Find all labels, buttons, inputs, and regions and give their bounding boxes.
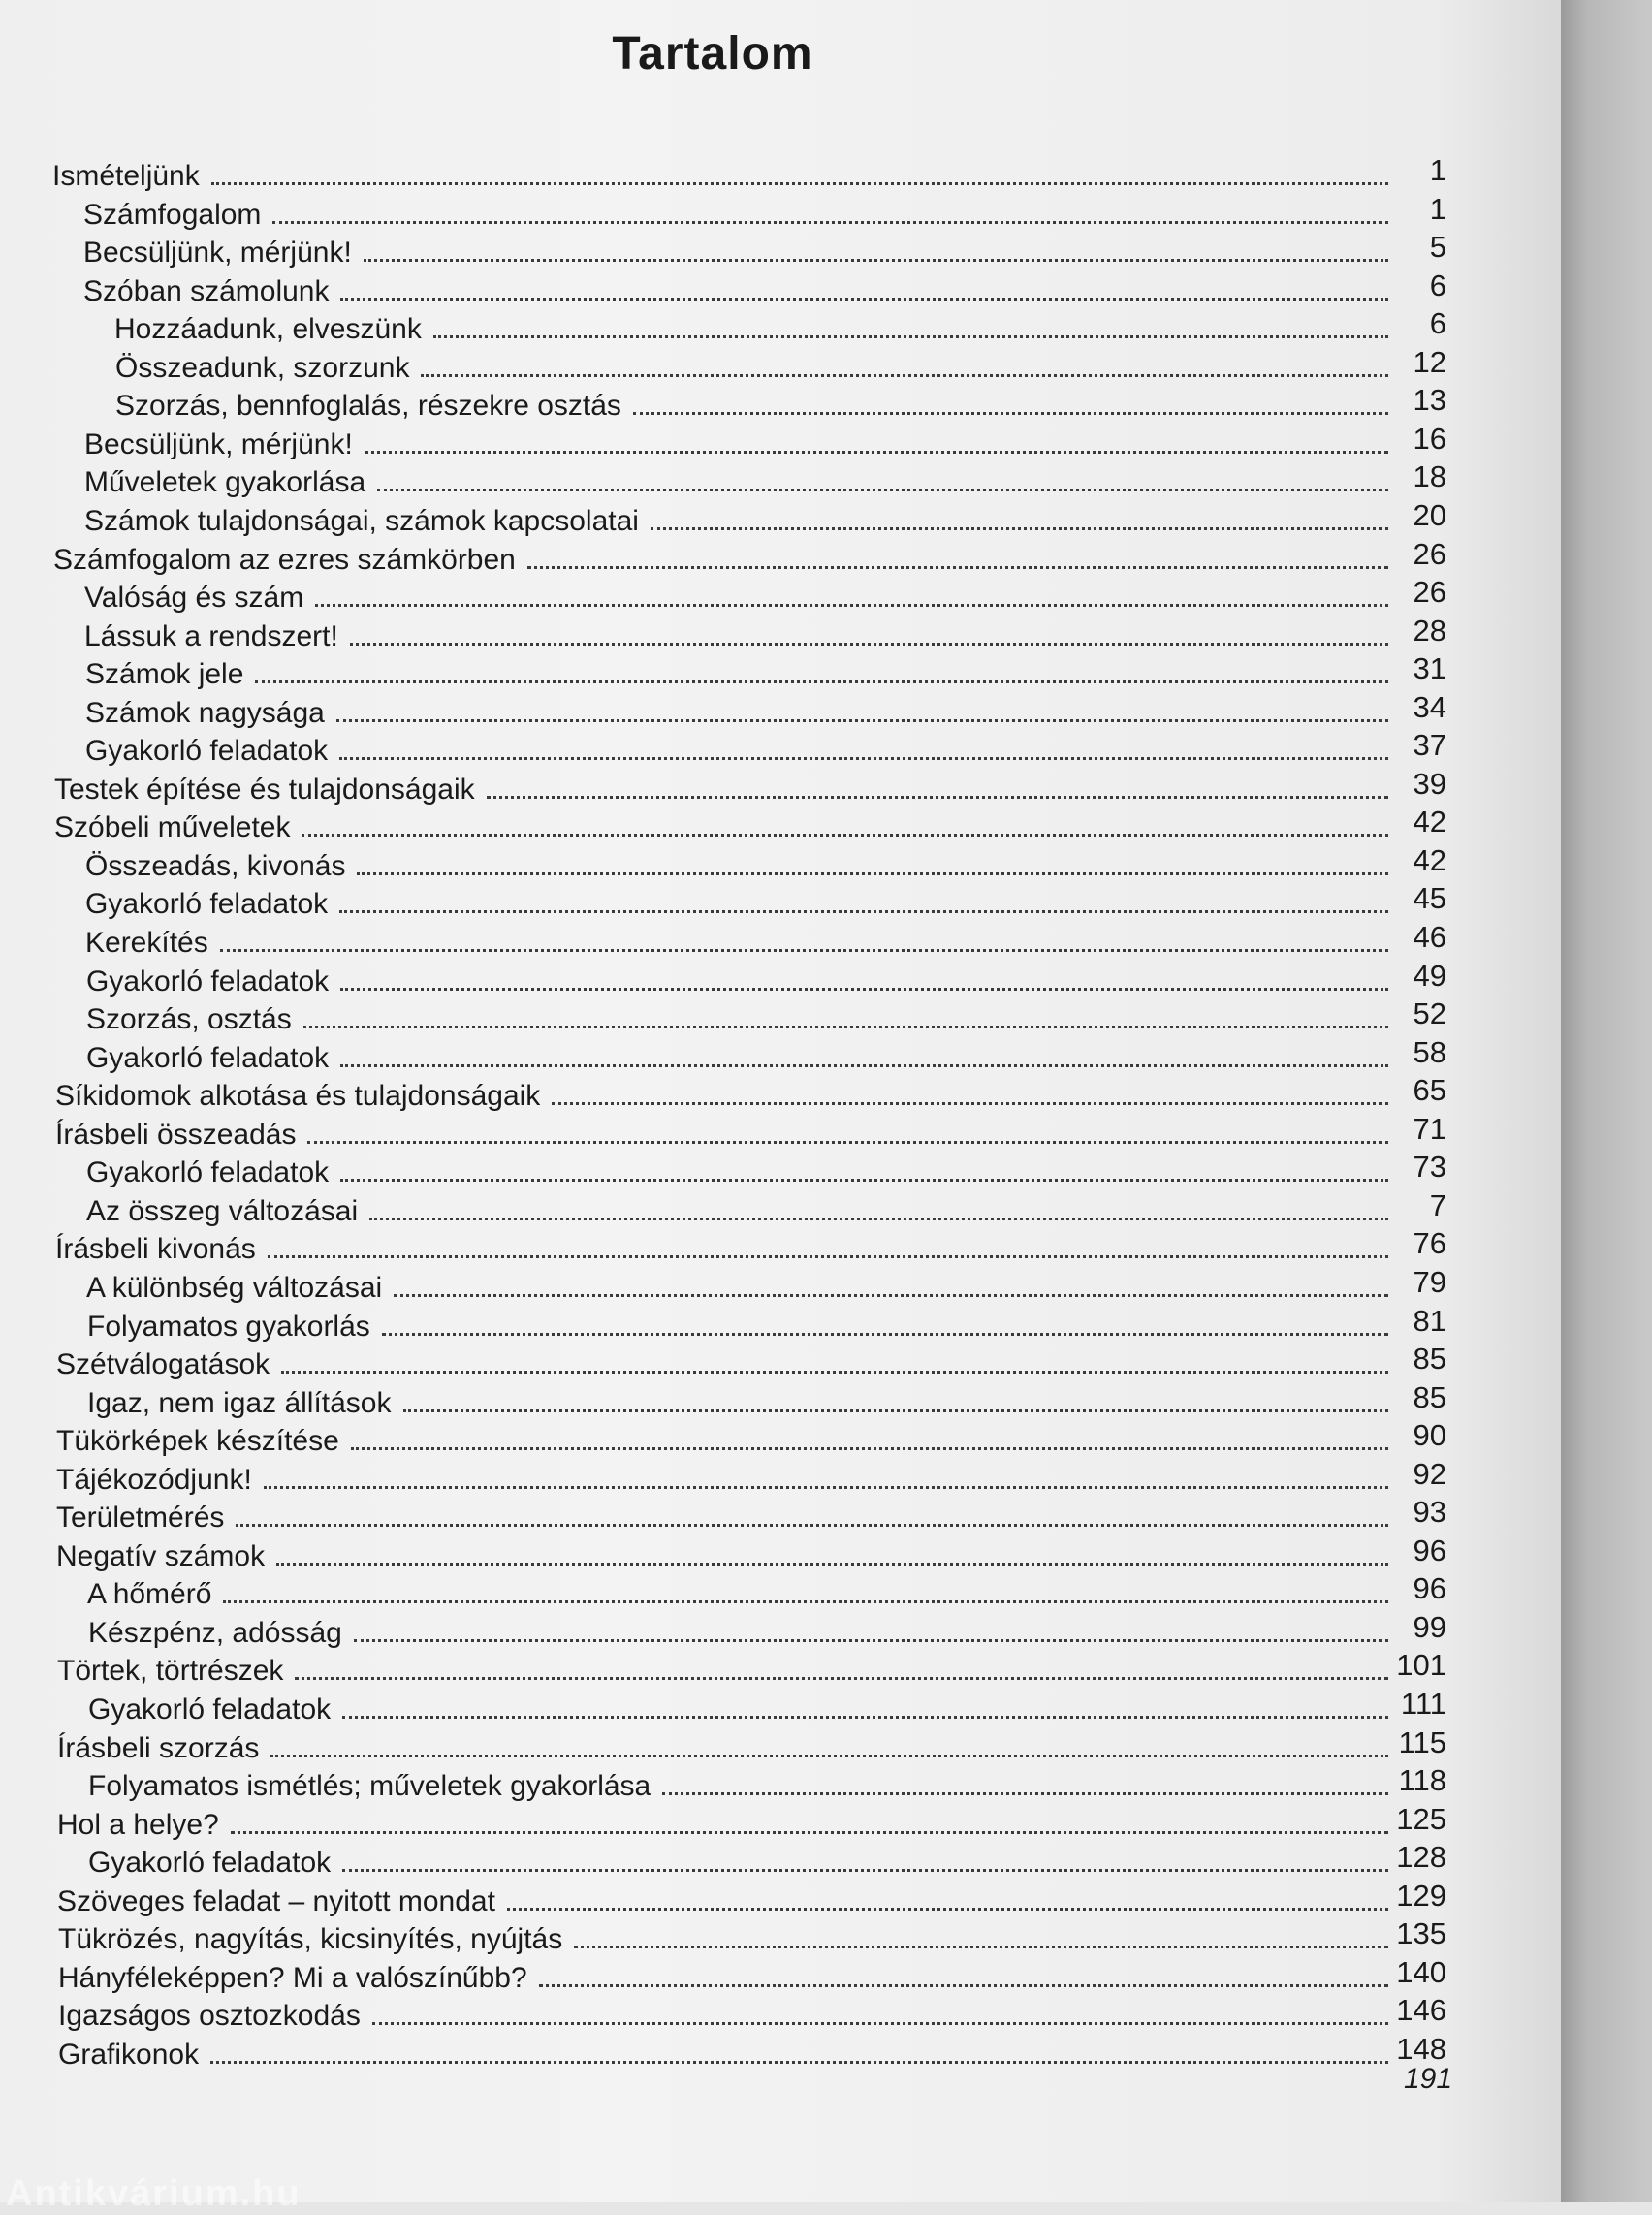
toc-entry-label: Műveletek gyakorlása xyxy=(84,466,366,498)
toc-entry xyxy=(85,728,1446,770)
toc-entry xyxy=(55,1073,1446,1115)
toc-entry xyxy=(87,1304,1446,1345)
toc-entry xyxy=(85,690,1446,732)
toc-entry-label: Kerekítés xyxy=(85,927,208,959)
toc-entry-label: Hozzáadunk, elveszünk xyxy=(114,313,422,345)
dot-leader xyxy=(339,757,1388,760)
dot-leader xyxy=(336,719,1388,722)
dot-leader xyxy=(651,527,1388,530)
toc-entry-page: 71 xyxy=(1413,1112,1446,1146)
toc-entry xyxy=(88,1763,1446,1805)
toc-entry-label: Szorzás, bennfoglalás, részekre osztás xyxy=(115,390,621,422)
page-edge xyxy=(1561,0,1652,2202)
toc-entry-label: Hol a helye? xyxy=(57,1809,219,1841)
dot-leader xyxy=(633,412,1388,415)
toc-entry xyxy=(87,1380,1446,1422)
toc-entry-page: 90 xyxy=(1413,1418,1446,1452)
toc-entry-label: Írásbeli szorzás xyxy=(57,1732,260,1764)
toc-entry-label: Síkidomok alkotása és tulajdonságaik xyxy=(55,1080,541,1112)
toc-entry xyxy=(57,1648,1446,1690)
toc-entry-label: Számok jele xyxy=(85,658,244,690)
toc-entry-label: Tájékozódjunk! xyxy=(56,1464,252,1496)
toc-entry-page: 46 xyxy=(1413,920,1446,954)
toc-entry-label: Az összeg változásai xyxy=(86,1195,359,1227)
toc-entry xyxy=(85,920,1446,962)
toc-entry xyxy=(114,306,1446,348)
dot-leader xyxy=(527,566,1388,569)
dot-leader xyxy=(357,872,1388,875)
toc-entry-page: 28 xyxy=(1413,614,1446,648)
dot-leader xyxy=(340,298,1388,301)
toc-entry-page: 128 xyxy=(1396,1840,1446,1874)
toc-entry xyxy=(86,1035,1446,1077)
toc-entry-page: 16 xyxy=(1413,422,1446,456)
dot-leader xyxy=(403,1409,1389,1412)
toc-entry xyxy=(84,575,1446,617)
toc-entry-page: 1 xyxy=(1429,153,1446,187)
dot-leader xyxy=(295,1677,1388,1680)
toc-entry-label: Írásbeli összeadás xyxy=(55,1119,297,1151)
toc-entry xyxy=(56,1342,1446,1383)
toc-entry xyxy=(88,1610,1446,1652)
toc-entry xyxy=(56,1418,1446,1460)
dot-leader xyxy=(377,489,1388,491)
toc-entry-label: Írásbeli kivonás xyxy=(55,1233,256,1265)
toc-entry-label: Számfogalom xyxy=(83,199,262,231)
toc-entry-label: Gyakorló feladatok xyxy=(85,888,329,920)
toc-entry-page: 140 xyxy=(1396,1955,1446,1989)
toc-entry xyxy=(83,192,1446,234)
toc-entry-label: Valóság és szám xyxy=(84,582,304,614)
toc-entry-page: 73 xyxy=(1413,1150,1446,1184)
toc-entry-page: 37 xyxy=(1413,728,1446,762)
toc-entry xyxy=(88,1840,1446,1882)
dot-leader xyxy=(272,221,1388,224)
toc-entry xyxy=(54,805,1446,846)
toc-entry xyxy=(55,1226,1446,1268)
toc-entry-page: 101 xyxy=(1396,1648,1446,1682)
toc-entry xyxy=(115,383,1446,425)
toc-entry-page: 85 xyxy=(1413,1380,1446,1414)
dot-leader xyxy=(350,643,1388,646)
toc-entry-label: Szorzás, osztás xyxy=(86,1003,292,1035)
toc-entry-page: 65 xyxy=(1413,1073,1446,1107)
dot-leader xyxy=(574,1946,1388,1948)
toc-entry-label: Folyamatos gyakorlás xyxy=(87,1311,370,1343)
dot-leader xyxy=(303,1026,1388,1028)
toc-entry-page: 148 xyxy=(1396,2032,1446,2066)
toc-entry xyxy=(83,269,1446,310)
dot-leader xyxy=(211,182,1388,185)
toc-entry-page: 111 xyxy=(1400,1687,1446,1721)
dot-leader xyxy=(339,910,1388,913)
dot-leader xyxy=(276,1563,1388,1566)
toc-entry-label: Szóban számolunk xyxy=(83,275,330,307)
toc-entry-label: A hőmérő xyxy=(87,1578,212,1610)
toc-entry-page: 6 xyxy=(1429,306,1446,340)
toc-entry-label: Lássuk a rendszert! xyxy=(84,620,338,652)
toc-entry-page: 1 xyxy=(1429,192,1446,226)
toc-entry xyxy=(86,997,1446,1038)
dot-leader xyxy=(270,1755,1388,1757)
toc-entry-page: 26 xyxy=(1413,537,1446,571)
dot-leader xyxy=(372,2022,1388,2025)
dot-leader xyxy=(302,834,1388,837)
toc-entry xyxy=(58,2032,1446,2073)
toc-entry xyxy=(83,230,1446,271)
dot-leader xyxy=(365,451,1388,454)
toc-entry-label: Ismételjünk xyxy=(52,160,200,192)
toc-entry-page: 45 xyxy=(1413,881,1446,915)
toc-entry xyxy=(58,1955,1446,1997)
toc-entry-label: Grafikonok xyxy=(58,2039,200,2071)
toc-entry xyxy=(56,1534,1446,1575)
toc-entry-label: Gyakorló feladatok xyxy=(86,965,330,997)
dot-leader xyxy=(342,1716,1388,1719)
toc-entry-label: Hányféleképpen? Mi a valószínűbb? xyxy=(58,1962,527,1994)
toc-entry xyxy=(115,345,1446,387)
dot-leader xyxy=(342,1869,1388,1872)
dot-leader xyxy=(487,796,1388,799)
dot-leader xyxy=(236,1524,1388,1527)
toc-entry xyxy=(84,498,1446,540)
toc-entry-page: 96 xyxy=(1413,1534,1446,1567)
toc-entry-label: Folyamatos ismétlés; műveletek gyakorlása xyxy=(88,1770,651,1802)
toc-entry-label: Gyakorló feladatok xyxy=(85,735,329,767)
dot-leader xyxy=(552,1102,1388,1105)
toc-entry xyxy=(84,422,1446,463)
toc-entry-label: Igaz, nem igaz állítások xyxy=(87,1387,392,1419)
toc-entry xyxy=(86,959,1446,1000)
toc-entry xyxy=(57,1725,1446,1767)
toc-entry-page: 85 xyxy=(1413,1342,1446,1376)
toc-entry-page: 81 xyxy=(1413,1304,1446,1338)
dot-leader xyxy=(340,988,1388,991)
toc-entry xyxy=(58,1993,1446,2035)
toc-entry xyxy=(87,1571,1446,1613)
dot-leader xyxy=(340,1179,1388,1182)
page-number: 191 xyxy=(1404,2063,1453,2095)
dot-leader xyxy=(268,1255,1388,1258)
dot-leader xyxy=(307,1141,1388,1144)
dot-leader xyxy=(264,1486,1388,1489)
dot-leader xyxy=(507,1908,1388,1911)
toc-entry-page: 7 xyxy=(1429,1188,1446,1222)
dot-leader xyxy=(223,1600,1388,1603)
toc-entry-label: Szöveges feladat – nyitott mondat xyxy=(57,1885,495,1917)
toc-entry-label: Gyakorló feladatok xyxy=(86,1042,330,1074)
toc-entry xyxy=(56,1495,1446,1536)
toc-entry-label: Összeadás, kivonás xyxy=(85,850,346,882)
dot-leader xyxy=(539,1984,1388,1987)
toc-entry-label: Gyakorló feladatok xyxy=(88,1847,332,1879)
toc-entry-page: 39 xyxy=(1413,767,1446,801)
toc-entry xyxy=(84,459,1446,501)
toc-entry-page: 42 xyxy=(1413,805,1446,839)
toc-entry xyxy=(53,537,1446,579)
dot-leader xyxy=(394,1294,1388,1297)
toc-entry-label: Számok tulajdonságai, számok kapcsolatai xyxy=(84,505,639,537)
toc-entry-label: Testek építése és tulajdonságaik xyxy=(54,774,475,806)
dot-leader xyxy=(281,1371,1388,1374)
dot-leader xyxy=(364,259,1388,262)
toc-entry-label: Becsüljünk, mérjünk! xyxy=(83,237,352,269)
dot-leader xyxy=(421,374,1388,377)
toc-entry xyxy=(54,767,1446,808)
dot-leader xyxy=(351,1447,1388,1450)
dot-leader xyxy=(354,1639,1388,1642)
toc-entry-page: 125 xyxy=(1396,1802,1446,1836)
dot-leader xyxy=(382,1333,1388,1336)
toc-entry xyxy=(84,614,1446,655)
toc-entry-label: A különbség változásai xyxy=(86,1272,383,1304)
toc-entry-label: Szóbeli műveletek xyxy=(54,811,291,843)
toc-entry-page: 52 xyxy=(1413,997,1446,1030)
toc-entry xyxy=(58,1916,1446,1958)
toc-entry-label: Gyakorló feladatok xyxy=(86,1156,330,1188)
toc-entry-page: 92 xyxy=(1413,1457,1446,1491)
toc-entry-page: 49 xyxy=(1413,959,1446,993)
dot-leader xyxy=(662,1792,1388,1795)
dot-leader xyxy=(340,1064,1388,1067)
toc-entry-page: 79 xyxy=(1413,1265,1446,1299)
toc-entry xyxy=(85,651,1446,693)
toc-entry xyxy=(88,1687,1446,1728)
toc-entry-label: Szétválogatások xyxy=(56,1348,270,1380)
toc-entry-page: 34 xyxy=(1413,690,1446,724)
toc-entry-page: 13 xyxy=(1413,383,1446,417)
toc-entry-label: Becsüljünk, mérjünk! xyxy=(84,428,353,460)
dot-leader xyxy=(315,604,1388,607)
dot-leader xyxy=(369,1218,1388,1220)
toc-entry xyxy=(85,843,1446,885)
toc-entry-label: Negatív számok xyxy=(56,1540,266,1572)
toc-entry-label: Számok nagysága xyxy=(85,697,325,729)
toc-entry-page: 115 xyxy=(1398,1725,1446,1759)
toc-entry-page: 31 xyxy=(1413,651,1446,685)
dot-leader xyxy=(231,1831,1388,1834)
toc-entry-page: 58 xyxy=(1413,1035,1446,1069)
toc-entry-page: 12 xyxy=(1413,345,1446,379)
toc-entry-label: Területmérés xyxy=(56,1502,225,1534)
toc-entry xyxy=(56,1457,1446,1499)
toc-entry-page: 135 xyxy=(1396,1916,1446,1950)
toc-entry-label: Számfogalom az ezres számkörben xyxy=(53,544,516,576)
toc-entry-page: 146 xyxy=(1396,1993,1446,2027)
toc-entry-label: Igazságos osztozkodás xyxy=(58,2000,361,2032)
toc-entry-page: 118 xyxy=(1398,1763,1446,1797)
toc-entry xyxy=(55,1112,1446,1154)
toc-entry-page: 5 xyxy=(1429,230,1446,264)
toc-entry-page: 129 xyxy=(1396,1879,1446,1913)
toc-entry xyxy=(86,1265,1446,1307)
watermark: Antikvárium.hu xyxy=(6,2173,302,2214)
dot-leader xyxy=(220,949,1388,952)
toc-entry-page: 76 xyxy=(1413,1226,1446,1260)
toc-entry xyxy=(57,1879,1446,1920)
toc-entry-label: Törtek, törtrészek xyxy=(57,1655,284,1687)
toc-entry-page: 18 xyxy=(1413,459,1446,493)
toc-entry-page: 42 xyxy=(1413,843,1446,877)
toc-entry-page: 99 xyxy=(1413,1610,1446,1644)
dot-leader xyxy=(433,335,1388,338)
toc-entry-label: Összeadunk, szorzunk xyxy=(115,352,410,384)
toc-entry xyxy=(52,153,1446,195)
toc-entry xyxy=(85,881,1446,923)
toc-entry-label: Tükörképek készítése xyxy=(56,1425,339,1457)
toc-entry xyxy=(86,1188,1446,1230)
dot-leader xyxy=(210,2061,1388,2064)
toc-entry xyxy=(57,1802,1446,1844)
toc-entry-label: Készpénz, adósság xyxy=(88,1617,342,1649)
toc-entry xyxy=(86,1150,1446,1191)
toc-entry-label: Tükrözés, nagyítás, kicsinyítés, nyújtás xyxy=(58,1923,563,1955)
toc-entry-page: 96 xyxy=(1413,1571,1446,1605)
toc-entry-page: 6 xyxy=(1429,269,1446,302)
toc-entry-page: 93 xyxy=(1413,1495,1446,1529)
toc-entry-page: 26 xyxy=(1413,575,1446,609)
toc-entry-page: 20 xyxy=(1413,498,1446,532)
dot-leader xyxy=(255,680,1388,683)
page-title: Tartalom xyxy=(612,28,813,79)
toc-entry-label: Gyakorló feladatok xyxy=(88,1693,332,1725)
